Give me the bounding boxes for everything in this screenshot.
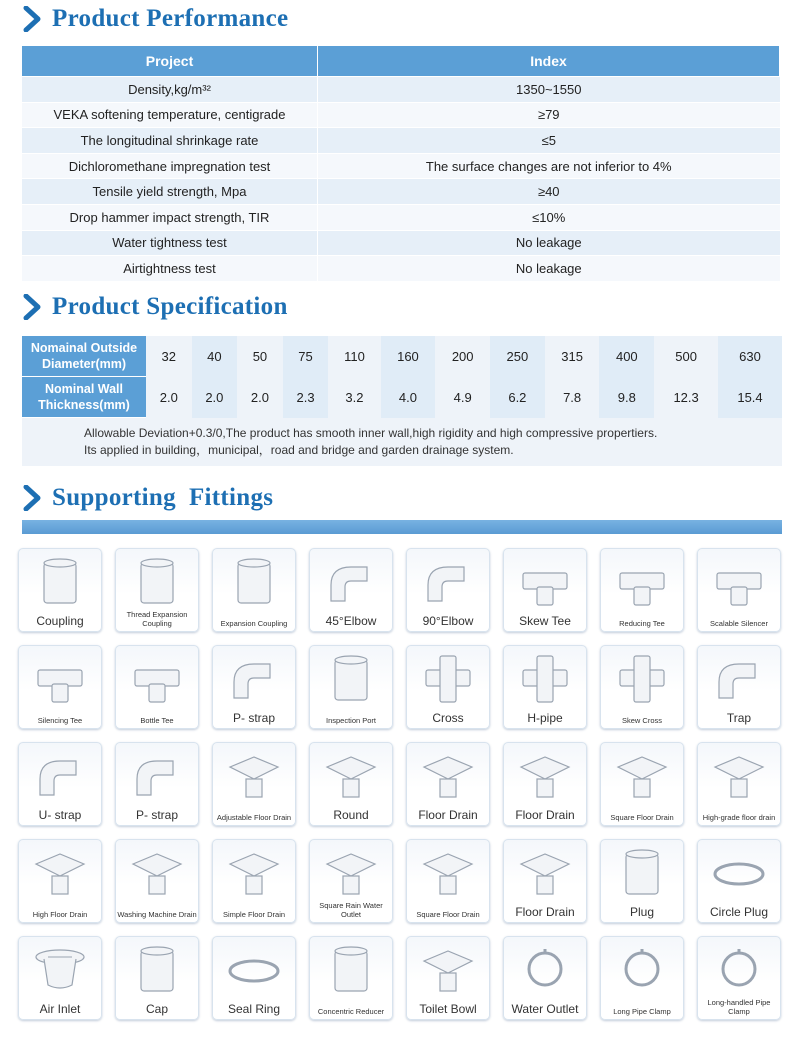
- fitting-label: Toilet Bowl: [419, 1002, 477, 1016]
- coupling-icon: [30, 555, 90, 609]
- black-square-drain-icon: [612, 749, 672, 803]
- section-title-specification: [22, 292, 288, 322]
- diameter-label: Nomainal Outside Diameter(mm): [22, 336, 146, 377]
- fitting-label: High-grade floor drain: [702, 813, 776, 822]
- section-heading: Product Specification: [52, 293, 288, 320]
- thread-coupling-icon: [127, 555, 187, 609]
- fitting-card: [309, 645, 393, 729]
- square-grate-icon: [418, 846, 478, 900]
- note-line: Allowable Deviation+0.3/0,The product has smooth inner wall,high rigidity and high compressive propertiers.: [84, 426, 658, 440]
- expansion-coupling-icon: [224, 555, 284, 609]
- fitting-label: Bottle Tee: [140, 716, 174, 725]
- fitting-card: [309, 839, 393, 923]
- fitting-card: [212, 936, 296, 1020]
- u-strap-icon: [30, 749, 90, 803]
- fitting-label: Round: [333, 808, 369, 822]
- fitting-card: [503, 839, 587, 923]
- air-inlet-icon: [30, 943, 90, 997]
- fitting-label: P- strap: [232, 711, 275, 725]
- fitting-card: [115, 742, 199, 826]
- fitting-card: [406, 645, 490, 729]
- inspection-port-icon: [321, 652, 381, 706]
- adjustable-drain-icon: [224, 749, 284, 803]
- diameter-value: 160: [381, 336, 436, 377]
- fitting-card: [406, 839, 490, 923]
- column-header-project: Project: [22, 46, 318, 77]
- thickness-value: 3.2: [345, 389, 364, 405]
- silencer-icon: [709, 555, 769, 609]
- fitting-card: [212, 645, 296, 729]
- table-row: [22, 230, 780, 256]
- floor-drain-icon: [418, 749, 478, 803]
- specification-table: [22, 336, 782, 418]
- p-strap-2-icon: [127, 749, 187, 803]
- fitting-card: [697, 548, 781, 632]
- fitting-label: Floor Drain: [515, 905, 575, 919]
- fitting-label: Square Floor Drain: [610, 813, 674, 822]
- property-name: The longitudinal shrinkage rate: [22, 128, 318, 154]
- fitting-label: Plug: [629, 905, 655, 919]
- fitting-label: Water Outlet: [511, 1002, 579, 1016]
- fitting-card: [115, 936, 199, 1020]
- fitting-label: Long-handled Pipe Clamp: [707, 998, 771, 1016]
- specification-note: [84, 425, 657, 459]
- fitting-card: [18, 548, 102, 632]
- rain-outlet-icon: [321, 846, 381, 900]
- cap-icon: [127, 943, 187, 997]
- property-value: The surface changes are not inferior to 4%: [318, 153, 780, 179]
- seal-ring-icon: [224, 943, 284, 997]
- fitting-label: P- strap: [135, 808, 178, 822]
- fitting-label: High Floor Drain: [32, 910, 88, 919]
- fitting-card: [600, 839, 684, 923]
- diameter-value: 630: [718, 336, 782, 377]
- fitting-card: [309, 936, 393, 1020]
- property-name: Dichloromethane impregnation test: [22, 153, 318, 179]
- fitting-label: Floor Drain: [418, 808, 478, 822]
- table-row: [22, 77, 780, 103]
- table-row: [22, 204, 780, 230]
- silencing-tee-icon: [30, 652, 90, 706]
- h-pipe-icon: [515, 652, 575, 706]
- section-heading: Product Performance: [52, 5, 289, 32]
- fitting-card: [406, 936, 490, 1020]
- diameter-value: 500: [675, 348, 697, 364]
- elbow90-icon: [418, 555, 478, 609]
- chevron-right-icon: [22, 6, 44, 32]
- fitting-card: [18, 645, 102, 729]
- diameter-value: 75: [283, 336, 329, 377]
- fitting-card: [18, 839, 102, 923]
- round-drain-icon: [321, 749, 381, 803]
- column-header-index: Index: [318, 46, 780, 77]
- p-strap-icon: [224, 652, 284, 706]
- plug-icon: [612, 846, 672, 900]
- property-value: No leakage: [318, 230, 780, 256]
- fitting-card: [115, 645, 199, 729]
- cross-icon: [418, 652, 478, 706]
- thickness-value: 2.3: [283, 377, 329, 418]
- thickness-value: 2.0: [192, 377, 238, 418]
- simple-drain-icon: [224, 846, 284, 900]
- section-title-fittings: [22, 483, 273, 513]
- water-outlet-icon: [515, 943, 575, 997]
- fitting-card: [18, 742, 102, 826]
- property-name: Drop hammer impact strength, TIR: [22, 204, 318, 230]
- fitting-card: [600, 548, 684, 632]
- table-row: [22, 256, 780, 281]
- property-value: No leakage: [318, 256, 780, 281]
- fitting-label: Floor Drain: [515, 808, 575, 822]
- thickness-row: [22, 377, 782, 418]
- fitting-label: Inspection Port: [325, 716, 377, 725]
- fitting-label: U- strap: [38, 808, 82, 822]
- reducing-tee-icon: [612, 555, 672, 609]
- fitting-card: [697, 839, 781, 923]
- fitting-label: Cross: [432, 711, 464, 725]
- performance-table: [22, 46, 780, 281]
- property-value: ≤10%: [318, 204, 780, 230]
- chevron-right-icon: [22, 294, 44, 320]
- trap-icon: [709, 652, 769, 706]
- property-value: ≤5: [318, 128, 780, 154]
- property-value: ≥40: [318, 179, 780, 205]
- property-value: ≥79: [318, 102, 780, 128]
- fitting-label: Air Inlet: [39, 1002, 81, 1016]
- thickness-value: 4.9: [453, 389, 472, 405]
- property-name: Tensile yield strength, Mpa: [22, 179, 318, 205]
- fitting-card: [406, 742, 490, 826]
- fitting-card: [212, 839, 296, 923]
- fitting-label: Square Floor Drain: [416, 910, 480, 919]
- diameter-value: 110: [344, 348, 365, 364]
- thickness-value: 2.0: [159, 389, 178, 405]
- table-row: [22, 179, 780, 205]
- property-name: Water tightness test: [22, 230, 318, 256]
- chevron-right-icon: [22, 485, 44, 511]
- fitting-card: [600, 936, 684, 1020]
- table-header-row: [22, 46, 780, 77]
- fitting-label: Concentric Reducer: [317, 1007, 385, 1016]
- fitting-card: [697, 645, 781, 729]
- fitting-label: H-pipe: [527, 711, 563, 725]
- fitting-label: Circle Plug: [709, 905, 769, 919]
- fitting-card: [18, 936, 102, 1020]
- thickness-value: 9.8: [599, 377, 654, 418]
- fitting-card: [212, 742, 296, 826]
- skew-cross-icon: [612, 652, 672, 706]
- fitting-label: Washing Machine Drain: [117, 910, 197, 919]
- fitting-label: Simple Floor Drain: [222, 910, 286, 919]
- diameter-value: 32: [161, 348, 177, 364]
- fitting-label: Skew Cross: [621, 716, 662, 725]
- fitting-card: [115, 548, 199, 632]
- section-divider-bar: [22, 520, 782, 534]
- square-floor-drain-icon: [515, 749, 575, 803]
- fitting-card: [309, 548, 393, 632]
- property-name: Density,kg/m³²: [22, 77, 318, 103]
- fitting-label: Seal Ring: [227, 1002, 281, 1016]
- circle-plug-icon: [709, 846, 769, 900]
- fitting-label: Skew Tee: [519, 614, 571, 628]
- thickness-value: 6.2: [490, 377, 545, 418]
- skew-tee-icon: [515, 555, 575, 609]
- note-line: Its applied in building，municipal，road and bridge and garden drainage system.: [84, 443, 514, 457]
- table-row: [22, 153, 780, 179]
- fitting-card: [406, 548, 490, 632]
- diameter-value: 250: [490, 336, 545, 377]
- table-row: [22, 102, 780, 128]
- table-row: [22, 128, 780, 154]
- fitting-label: Expansion Coupling: [220, 619, 288, 628]
- reducer-icon: [321, 943, 381, 997]
- fitting-label: 90°Elbow: [422, 614, 474, 628]
- fitting-label: Silencing Tee: [37, 716, 83, 725]
- thickness-value: 7.8: [563, 389, 582, 405]
- toilet-bowl-icon: [418, 943, 478, 997]
- long-clamp-icon: [612, 943, 672, 997]
- washing-drain-icon: [127, 846, 187, 900]
- diameter-value: 315: [561, 348, 583, 364]
- thickness-value: 2.0: [250, 389, 269, 405]
- fitting-card: [600, 645, 684, 729]
- property-value: 1350~1550: [318, 77, 780, 103]
- fitting-label: Reducing Tee: [619, 619, 665, 628]
- fitting-label: 45°Elbow: [325, 614, 377, 628]
- fitting-card: [309, 742, 393, 826]
- fitting-card: [697, 742, 781, 826]
- fitting-label: Square Rain Water Outlet: [319, 901, 383, 919]
- diameter-value: 200: [451, 348, 474, 364]
- fitting-label: Coupling: [36, 614, 84, 628]
- section-title-performance: [22, 4, 288, 34]
- elbow45-icon: [321, 555, 381, 609]
- fitting-card: [503, 645, 587, 729]
- fitting-card: [115, 839, 199, 923]
- diameter-value: 400: [599, 336, 654, 377]
- fitting-card: [697, 936, 781, 1020]
- highgrade-drain-icon: [709, 749, 769, 803]
- diameter-value: 50: [252, 348, 268, 364]
- box-drain-icon: [515, 846, 575, 900]
- handled-clamp-icon: [709, 943, 769, 997]
- fitting-label: Trap: [726, 711, 752, 725]
- thickness-value: 4.0: [381, 377, 436, 418]
- property-name: VEKA softening temperature, centigrade: [22, 102, 318, 128]
- bottle-tee-icon: [127, 652, 187, 706]
- fitting-card: [503, 548, 587, 632]
- fitting-label: Adjustable Floor Drain: [216, 813, 292, 822]
- fitting-label: Long Pipe Clamp: [613, 1007, 671, 1016]
- property-name: Airtightness test: [22, 256, 318, 281]
- thickness-label: Nominal Wall Thickness(mm): [22, 377, 146, 418]
- section-heading: Supporting Fittings: [52, 484, 274, 511]
- thickness-value: 15.4: [718, 377, 782, 418]
- diameter-row: [22, 336, 782, 377]
- high-drain-icon: [30, 846, 90, 900]
- fitting-card: [503, 936, 587, 1020]
- fitting-card: [212, 548, 296, 632]
- fitting-card: [600, 742, 684, 826]
- fitting-label: Scalable Silencer: [710, 619, 768, 628]
- fitting-card: [503, 742, 587, 826]
- diameter-value: 40: [192, 336, 238, 377]
- fitting-label: Thread Expansion Coupling: [126, 610, 188, 628]
- thickness-value: 12.3: [673, 389, 699, 405]
- fitting-label: Cap: [145, 1002, 168, 1016]
- specification-panel: [22, 336, 782, 466]
